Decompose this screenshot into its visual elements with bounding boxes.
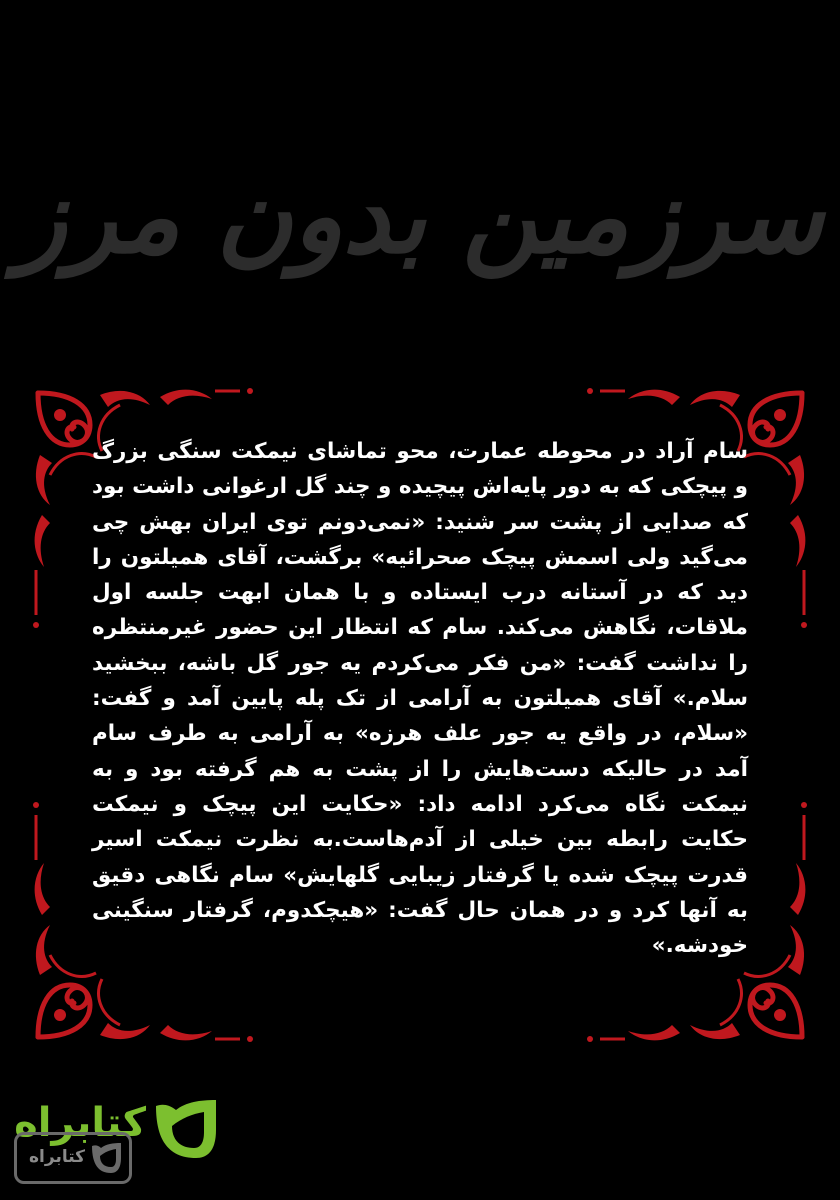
- ketabrah-badge-text: کتابراه: [29, 1147, 86, 1167]
- ketabrah-badge: [14, 1132, 132, 1184]
- story-text: سام آراد در محوطه عمارت، محو تماشای نیمکت سنگی بزرگ و پیچکی که به دور پایه‌اش پیچیده و چند گل ارغوانی داشت بود که صدایی از پشت سر شنید: «نمی‌دونم توی ایران بهش چی می‌گید ولی اسمش پیچک صحرائیه» برگشت، آقای همیلتون را دید که در آستانه درب ایستاده و با همان ابهت جلسه اول ملاقات، نگاهش می‌کند. سام که انتظار این حضور غیرمنتظره را نداشت گفت: «من فکر می‌کردم یه جور گل باشه، ببخشید سلام.» آقای همیلتون به آرامی از تک پله پایین آمد و گفت: «سلام، در واقع یه جور علف هرزه» به آرامی به طرف سام آمد در حالیکه دست‌هایش را از پشت به هم گرفته بود و به نیمکت نگاه می‌کرد ادامه داد: «حکایت این پیچک و نیمکت حکایت رابطه بین خیلی از آدم‌هاست.به نظرت نیمکت اسیر قدرت پیچک شده یا گرفتار زیبایی گلهایش» سام نگاهی دقیق به آنها کرد و در همان حال گفت: «هیچکدوم، گرفتار سنگینی خودشه.»: [92, 439, 748, 959]
- book-title: سرزمین بدون مرز: [16, 153, 824, 277]
- ketabrah-logo-text: کتابراه: [14, 1100, 146, 1146]
- ketabrah-badge-icon: [89, 1141, 123, 1175]
- ketabrah-logo: [10, 1088, 220, 1193]
- ketabrah-leaf-icon: [150, 1096, 220, 1162]
